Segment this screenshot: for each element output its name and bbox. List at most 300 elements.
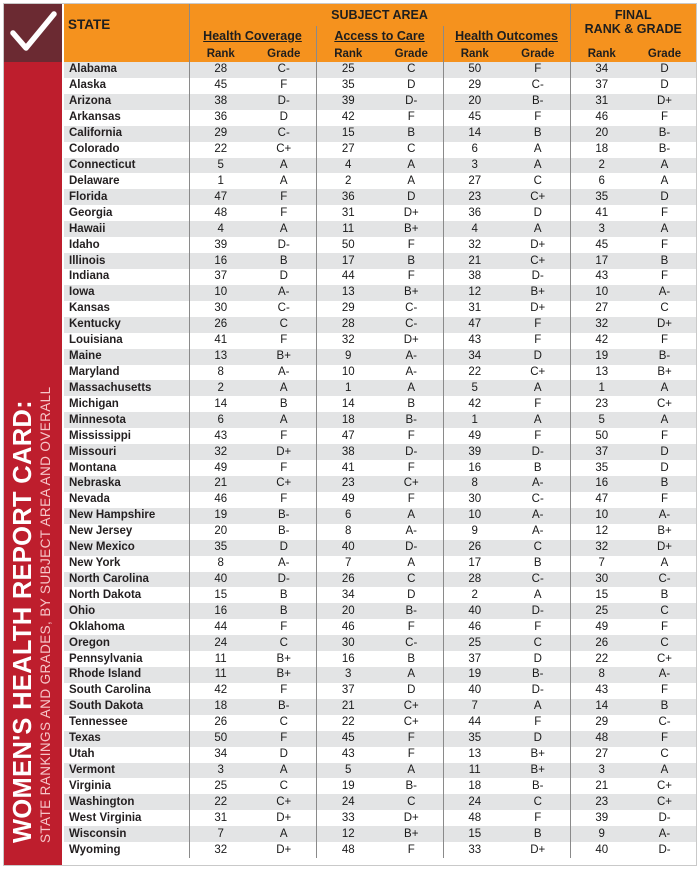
access-grade-cell: A [380, 508, 443, 524]
final-grade-cell: A [633, 221, 696, 237]
outcomes-rank-cell: 29 [443, 78, 506, 94]
state-name-cell: New York [64, 556, 189, 572]
coverage-grade-cell: A [252, 173, 316, 189]
final-grade-cell: D [633, 62, 696, 78]
report-card-table [64, 4, 696, 858]
outcomes-grade-cell: A [506, 142, 570, 158]
access-grade-cell: D+ [380, 205, 443, 221]
state-name-cell: Indiana [64, 269, 189, 285]
final-rank-cell: 43 [570, 269, 633, 285]
outcomes-grade-cell: D+ [506, 842, 570, 858]
access-grade-cell: C+ [380, 715, 443, 731]
outcomes-grade-cell: F [506, 110, 570, 126]
table-row [64, 572, 696, 588]
coverage-rank-cell: 20 [189, 524, 252, 540]
outcomes-rank-cell: 40 [443, 603, 506, 619]
final-rank-cell: 21 [570, 778, 633, 794]
access-rank-cell: 10 [316, 365, 380, 381]
outcomes-rank-cell: 42 [443, 396, 506, 412]
final-grade-cell: B [633, 587, 696, 603]
coverage-grade-cell: A [252, 412, 316, 428]
final-grade-cell: F [633, 492, 696, 508]
state-name-cell: Mississippi [64, 428, 189, 444]
coverage-rank-cell: 14 [189, 396, 252, 412]
access-grade-cell: B+ [380, 826, 443, 842]
outcomes-grade-cell: D- [506, 683, 570, 699]
coverage-grade-cell: A- [252, 556, 316, 572]
outcomes-rank-cell: 18 [443, 778, 506, 794]
access-grade-cell: F [380, 731, 443, 747]
access-rank-cell: 38 [316, 444, 380, 460]
table-row [64, 158, 696, 174]
final-rank-cell: 50 [570, 428, 633, 444]
table-row [64, 237, 696, 253]
outcomes-rank-cell: 27 [443, 173, 506, 189]
subject-area-header: SUBJECT AREA [189, 4, 570, 26]
grade-subheader: Grade [506, 45, 570, 62]
access-rank-cell: 7 [316, 556, 380, 572]
access-grade-cell: F [380, 842, 443, 858]
coverage-rank-cell: 24 [189, 635, 252, 651]
access-grade-cell: F [380, 460, 443, 476]
table-row [64, 603, 696, 619]
final-rank-cell: 18 [570, 142, 633, 158]
state-name-cell: Nebraska [64, 476, 189, 492]
coverage-grade-cell: D- [252, 94, 316, 110]
coverage-rank-cell: 25 [189, 778, 252, 794]
outcomes-grade-cell: C [506, 635, 570, 651]
coverage-grade-cell: B+ [252, 349, 316, 365]
table-row [64, 747, 696, 763]
coverage-rank-cell: 47 [189, 189, 252, 205]
table-row [64, 78, 696, 94]
state-name-cell: New Jersey [64, 524, 189, 540]
state-name-cell: West Virginia [64, 810, 189, 826]
table-row [64, 189, 696, 205]
coverage-grade-cell: F [252, 460, 316, 476]
table-row [64, 556, 696, 572]
final-rank-cell: 43 [570, 683, 633, 699]
outcomes-grade-cell: A [506, 158, 570, 174]
coverage-grade-cell: D [252, 540, 316, 556]
access-rank-cell: 14 [316, 396, 380, 412]
grade-subheader: Grade [380, 45, 443, 62]
outcomes-grade-cell: C [506, 540, 570, 556]
access-rank-cell: 13 [316, 285, 380, 301]
access-grade-cell: B- [380, 778, 443, 794]
access-rank-cell: 44 [316, 269, 380, 285]
access-grade-cell: A [380, 763, 443, 779]
access-grade-cell: C [380, 142, 443, 158]
state-name-cell: Oregon [64, 635, 189, 651]
table-row [64, 683, 696, 699]
state-name-cell: Massachusetts [64, 380, 189, 396]
access-rank-cell: 6 [316, 508, 380, 524]
table-row [64, 205, 696, 221]
access-grade-cell: F [380, 428, 443, 444]
final-rank-cell: 40 [570, 842, 633, 858]
final-rank-cell: 23 [570, 794, 633, 810]
outcomes-grade-cell: B+ [506, 763, 570, 779]
access-grade-cell: D [380, 683, 443, 699]
outcomes-grade-cell: F [506, 428, 570, 444]
access-grade-cell: F [380, 747, 443, 763]
final-grade-cell: A [633, 158, 696, 174]
access-grade-cell: F [380, 269, 443, 285]
access-grade-cell: D- [380, 540, 443, 556]
outcomes-rank-cell: 38 [443, 269, 506, 285]
final-grade-cell: D- [633, 842, 696, 858]
final-rank-cell: 32 [570, 317, 633, 333]
outcomes-rank-cell: 20 [443, 94, 506, 110]
table-row [64, 492, 696, 508]
outcomes-rank-cell: 7 [443, 699, 506, 715]
outcomes-grade-cell: F [506, 619, 570, 635]
table-row [64, 651, 696, 667]
coverage-grade-cell: C+ [252, 794, 316, 810]
state-name-cell: Utah [64, 747, 189, 763]
outcomes-rank-cell: 28 [443, 572, 506, 588]
outcomes-grade-cell: D [506, 651, 570, 667]
access-rank-cell: 9 [316, 349, 380, 365]
access-rank-cell: 43 [316, 747, 380, 763]
final-grade-cell: A [633, 763, 696, 779]
final-rank-cell: 15 [570, 587, 633, 603]
state-name-cell: Colorado [64, 142, 189, 158]
state-name-cell: Rhode Island [64, 667, 189, 683]
outcomes-rank-cell: 6 [443, 142, 506, 158]
coverage-grade-cell: B [252, 396, 316, 412]
coverage-rank-cell: 26 [189, 715, 252, 731]
coverage-rank-cell: 4 [189, 221, 252, 237]
state-name-cell: Maryland [64, 365, 189, 381]
coverage-rank-cell: 16 [189, 253, 252, 269]
final-grade-cell: A- [633, 508, 696, 524]
final-grade-cell: C+ [633, 778, 696, 794]
outcomes-rank-cell: 33 [443, 842, 506, 858]
state-name-cell: Vermont [64, 763, 189, 779]
coverage-rank-cell: 37 [189, 269, 252, 285]
outcomes-rank-cell: 48 [443, 810, 506, 826]
outcomes-rank-cell: 17 [443, 556, 506, 572]
access-grade-cell: A [380, 556, 443, 572]
coverage-rank-cell: 30 [189, 301, 252, 317]
final-grade-cell: D [633, 444, 696, 460]
table-row [64, 173, 696, 189]
final-grade-cell: D+ [633, 317, 696, 333]
coverage-rank-cell: 8 [189, 556, 252, 572]
table-row [64, 412, 696, 428]
access-rank-cell: 28 [316, 317, 380, 333]
outcomes-grade-cell: D [506, 731, 570, 747]
table-row [64, 810, 696, 826]
final-grade-cell: B+ [633, 524, 696, 540]
access-rank-cell: 25 [316, 62, 380, 78]
coverage-grade-cell: B- [252, 508, 316, 524]
outcomes-rank-cell: 47 [443, 317, 506, 333]
state-name-cell: Alabama [64, 62, 189, 78]
access-grade-cell: C+ [380, 699, 443, 715]
coverage-grade-cell: C+ [252, 142, 316, 158]
rank-subheader: Rank [189, 45, 252, 62]
access-grade-cell: F [380, 619, 443, 635]
access-grade-cell: D+ [380, 810, 443, 826]
coverage-grade-cell: F [252, 619, 316, 635]
state-name-cell: Louisiana [64, 333, 189, 349]
table-row [64, 349, 696, 365]
access-grade-cell: F [380, 492, 443, 508]
table-row [64, 699, 696, 715]
state-name-cell: South Dakota [64, 699, 189, 715]
access-rank-cell: 26 [316, 572, 380, 588]
outcomes-rank-cell: 39 [443, 444, 506, 460]
final-grade-cell: F [633, 269, 696, 285]
outcomes-grade-cell: C [506, 794, 570, 810]
outcomes-rank-cell: 25 [443, 635, 506, 651]
access-rank-cell: 15 [316, 126, 380, 142]
access-rank-cell: 24 [316, 794, 380, 810]
final-grade-cell: A- [633, 826, 696, 842]
final-grade-cell: D+ [633, 94, 696, 110]
final-rank-cell: 19 [570, 349, 633, 365]
coverage-rank-cell: 46 [189, 492, 252, 508]
table-row [64, 317, 696, 333]
health-outcomes-header [443, 26, 570, 45]
outcomes-grade-cell: B- [506, 778, 570, 794]
coverage-rank-cell: 26 [189, 317, 252, 333]
coverage-grade-cell: F [252, 731, 316, 747]
access-rank-cell: 35 [316, 78, 380, 94]
coverage-grade-cell: A [252, 763, 316, 779]
final-grade-cell: A [633, 380, 696, 396]
state-name-cell: Arkansas [64, 110, 189, 126]
table-row [64, 333, 696, 349]
final-grade-cell: F [633, 428, 696, 444]
coverage-grade-cell: B [252, 253, 316, 269]
final-rank-cell: 9 [570, 826, 633, 842]
coverage-grade-cell: C [252, 317, 316, 333]
access-grade-cell: C [380, 62, 443, 78]
final-grade-cell: D- [633, 810, 696, 826]
final-rank-cell: 17 [570, 253, 633, 269]
access-rank-cell: 4 [316, 158, 380, 174]
final-rank-cell: 14 [570, 699, 633, 715]
table-row [64, 253, 696, 269]
state-subheader-spacer [64, 45, 189, 62]
coverage-rank-cell: 18 [189, 699, 252, 715]
coverage-grade-cell: B [252, 587, 316, 603]
outcomes-rank-cell: 19 [443, 667, 506, 683]
coverage-rank-cell: 38 [189, 94, 252, 110]
outcomes-rank-cell: 30 [443, 492, 506, 508]
access-rank-cell: 50 [316, 237, 380, 253]
access-grade-cell: D- [380, 444, 443, 460]
outcomes-grade-cell: F [506, 333, 570, 349]
coverage-grade-cell: A [252, 221, 316, 237]
final-rank-cell: 23 [570, 396, 633, 412]
final-grade-cell: B- [633, 142, 696, 158]
coverage-grade-cell: D- [252, 237, 316, 253]
outcomes-grade-cell: C+ [506, 253, 570, 269]
final-grade-cell: B+ [633, 365, 696, 381]
report-title: WOMEN'S HEALTH REPORT CARD: [9, 400, 37, 843]
checkmark-box [4, 4, 62, 62]
access-to-care-label: Access to Care [334, 28, 425, 43]
outcomes-grade-cell: C- [506, 492, 570, 508]
coverage-rank-cell: 35 [189, 540, 252, 556]
state-name-cell: Washington [64, 794, 189, 810]
table-row [64, 794, 696, 810]
access-rank-cell: 49 [316, 492, 380, 508]
outcomes-grade-cell: F [506, 715, 570, 731]
final-grade-cell: C+ [633, 396, 696, 412]
coverage-rank-cell: 19 [189, 508, 252, 524]
outcomes-grade-cell: B+ [506, 747, 570, 763]
outcomes-grade-cell: F [506, 317, 570, 333]
outcomes-rank-cell: 21 [443, 253, 506, 269]
outcomes-rank-cell: 44 [443, 715, 506, 731]
coverage-rank-cell: 1 [189, 173, 252, 189]
coverage-rank-cell: 31 [189, 810, 252, 826]
state-name-cell: North Carolina [64, 572, 189, 588]
access-rank-cell: 17 [316, 253, 380, 269]
coverage-grade-cell: A [252, 380, 316, 396]
outcomes-rank-cell: 10 [443, 508, 506, 524]
state-name-cell: Montana [64, 460, 189, 476]
table-row [64, 110, 696, 126]
table-row [64, 269, 696, 285]
rank-subheader: Rank [570, 45, 633, 62]
access-grade-cell: D [380, 189, 443, 205]
coverage-rank-cell: 10 [189, 285, 252, 301]
final-rank-cell: 41 [570, 205, 633, 221]
table-row [64, 715, 696, 731]
access-grade-cell: C- [380, 635, 443, 651]
access-rank-cell: 8 [316, 524, 380, 540]
coverage-rank-cell: 32 [189, 444, 252, 460]
state-name-cell: New Mexico [64, 540, 189, 556]
coverage-grade-cell: A [252, 826, 316, 842]
outcomes-grade-cell: A [506, 221, 570, 237]
final-header-line2: RANK & GRADE [584, 22, 682, 36]
final-grade-cell: C- [633, 715, 696, 731]
access-rank-cell: 34 [316, 587, 380, 603]
table-row [64, 301, 696, 317]
final-rank-cell: 35 [570, 460, 633, 476]
final-grade-cell: B [633, 699, 696, 715]
outcomes-grade-cell: C [506, 173, 570, 189]
final-grade-cell: A [633, 412, 696, 428]
final-rank-cell: 13 [570, 365, 633, 381]
state-name-cell: Texas [64, 731, 189, 747]
table-row [64, 126, 696, 142]
outcomes-rank-cell: 46 [443, 619, 506, 635]
state-name-cell: Michigan [64, 396, 189, 412]
final-grade-cell: C [633, 603, 696, 619]
access-rank-cell: 30 [316, 635, 380, 651]
final-rank-cell: 20 [570, 126, 633, 142]
final-rank-cell: 37 [570, 444, 633, 460]
outcomes-grade-cell: F [506, 810, 570, 826]
state-name-cell: Kansas [64, 301, 189, 317]
state-name-cell: Kentucky [64, 317, 189, 333]
state-name-cell: Wisconsin [64, 826, 189, 842]
state-name-cell: Alaska [64, 78, 189, 94]
outcomes-rank-cell: 13 [443, 747, 506, 763]
access-rank-cell: 48 [316, 842, 380, 858]
health-outcomes-label: Health Outcomes [455, 28, 558, 43]
outcomes-grade-cell: F [506, 396, 570, 412]
coverage-rank-cell: 50 [189, 731, 252, 747]
final-rank-cell: 42 [570, 333, 633, 349]
final-rank-cell: 39 [570, 810, 633, 826]
outcomes-grade-cell: B+ [506, 285, 570, 301]
coverage-grade-cell: C- [252, 62, 316, 78]
final-rank-cell: 3 [570, 221, 633, 237]
outcomes-rank-cell: 34 [443, 349, 506, 365]
outcomes-rank-cell: 11 [443, 763, 506, 779]
outcomes-grade-cell: A [506, 412, 570, 428]
coverage-rank-cell: 7 [189, 826, 252, 842]
final-grade-cell: D [633, 460, 696, 476]
outcomes-grade-cell: B- [506, 667, 570, 683]
outcomes-rank-cell: 8 [443, 476, 506, 492]
table-row [64, 221, 696, 237]
outcomes-rank-cell: 1 [443, 412, 506, 428]
coverage-rank-cell: 44 [189, 619, 252, 635]
coverage-rank-cell: 41 [189, 333, 252, 349]
final-grade-cell: D+ [633, 540, 696, 556]
final-rank-cell: 37 [570, 78, 633, 94]
outcomes-rank-cell: 16 [443, 460, 506, 476]
coverage-rank-cell: 36 [189, 110, 252, 126]
coverage-rank-cell: 49 [189, 460, 252, 476]
state-name-cell: South Carolina [64, 683, 189, 699]
access-rank-cell: 12 [316, 826, 380, 842]
access-rank-cell: 29 [316, 301, 380, 317]
report-subtitle: STATE RANKINGS AND GRADES, BY SUBJECT AREA AND OVERALL [38, 386, 53, 843]
outcomes-rank-cell: 5 [443, 380, 506, 396]
final-rank-cell: 12 [570, 524, 633, 540]
table-row [64, 460, 696, 476]
outcomes-rank-cell: 24 [443, 794, 506, 810]
coverage-rank-cell: 11 [189, 651, 252, 667]
final-grade-cell: B [633, 253, 696, 269]
outcomes-grade-cell: B [506, 126, 570, 142]
state-name-cell: Iowa [64, 285, 189, 301]
coverage-grade-cell: C [252, 715, 316, 731]
final-rank-cell: 49 [570, 619, 633, 635]
final-rank-cell: 8 [570, 667, 633, 683]
final-grade-cell: C [633, 301, 696, 317]
access-grade-cell: A [380, 380, 443, 396]
outcomes-rank-cell: 15 [443, 826, 506, 842]
outcomes-grade-cell: D [506, 349, 570, 365]
table-row [64, 285, 696, 301]
access-grade-cell: C- [380, 317, 443, 333]
state-name-cell: Idaho [64, 237, 189, 253]
coverage-grade-cell: B+ [252, 667, 316, 683]
final-rank-cell: 5 [570, 412, 633, 428]
state-name-cell: Illinois [64, 253, 189, 269]
state-name-cell: Nevada [64, 492, 189, 508]
access-rank-cell: 40 [316, 540, 380, 556]
access-rank-cell: 3 [316, 667, 380, 683]
coverage-rank-cell: 15 [189, 587, 252, 603]
final-rank-cell: 7 [570, 556, 633, 572]
coverage-rank-cell: 3 [189, 763, 252, 779]
outcomes-rank-cell: 14 [443, 126, 506, 142]
